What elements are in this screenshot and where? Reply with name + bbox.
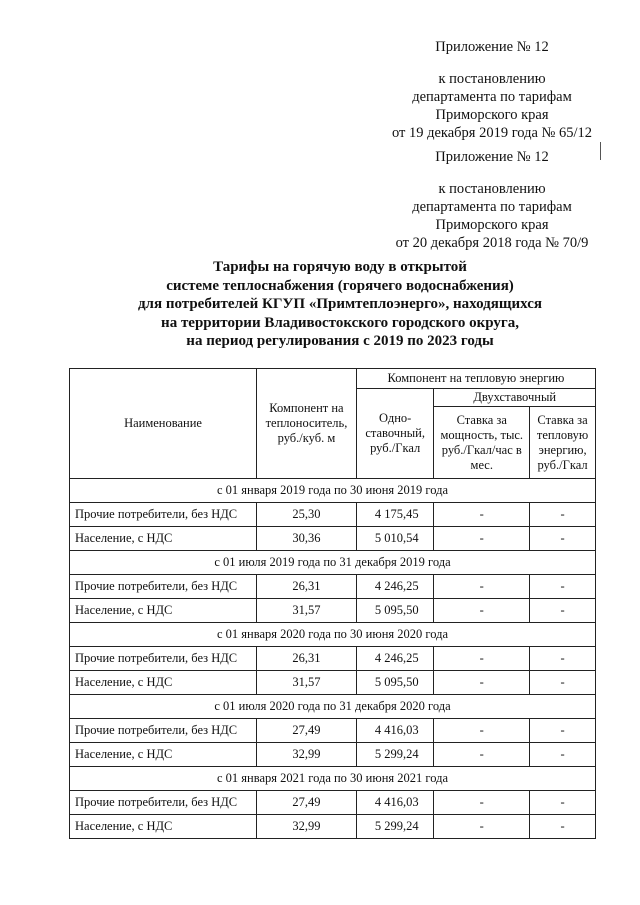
period-label: с 01 января 2020 года по 30 июня 2020 года xyxy=(70,623,596,647)
power-rate-value: - xyxy=(434,575,530,599)
one-rate-value: 4 416,03 xyxy=(356,791,434,815)
table-row xyxy=(70,599,596,623)
power-rate-value: - xyxy=(434,815,530,839)
one-rate-value: 5 095,50 xyxy=(356,671,434,695)
power-rate-value: - xyxy=(434,671,530,695)
carrier-value: 26,31 xyxy=(257,647,357,671)
one-rate-value: 4 246,25 xyxy=(356,575,434,599)
one-rate-value: 4 175,45 xyxy=(356,503,434,527)
consumer-name: Население, с НДС xyxy=(70,599,257,623)
appendix-line: департамента по тарифам xyxy=(412,89,572,105)
carrier-value: 32,99 xyxy=(257,743,357,767)
appendix-reference-current xyxy=(380,38,604,142)
carrier-value: 32,99 xyxy=(257,815,357,839)
consumer-name: Население, с НДС xyxy=(70,815,257,839)
tariff-table xyxy=(69,368,596,839)
carrier-value: 26,31 xyxy=(257,575,357,599)
one-rate-value: 5 095,50 xyxy=(356,599,434,623)
power-rate-value: - xyxy=(434,527,530,551)
appendix-line: к постановлению xyxy=(438,71,546,87)
energy-rate-value: - xyxy=(530,719,596,743)
power-rate-value: - xyxy=(434,791,530,815)
power-rate-value: - xyxy=(434,503,530,527)
appendix-number: Приложение № 12 xyxy=(435,39,549,55)
table-row xyxy=(70,575,596,599)
header-power-rate: Ставка за мощность, тыс. руб./Гкал/час в мес. xyxy=(434,407,530,479)
power-rate-value: - xyxy=(434,647,530,671)
title-line: для потребителей КГУП «Примтеплоэнерго», находящихся xyxy=(137,296,543,312)
period-label: с 01 июля 2019 года по 31 декабря 2019 года xyxy=(70,551,596,575)
table-row xyxy=(70,719,596,743)
energy-rate-value: - xyxy=(530,791,596,815)
title-line: на территории Владивостокского городского округа, xyxy=(161,314,519,331)
consumer-name: Прочие потребители, без НДС xyxy=(70,575,257,599)
appendix-line: Приморского края xyxy=(435,107,549,123)
header-energy-component: Компонент на тепловую энергию xyxy=(356,369,595,389)
table-row xyxy=(70,671,596,695)
power-rate-value: - xyxy=(434,599,530,623)
energy-rate-value: - xyxy=(530,503,596,527)
carrier-value: 31,57 xyxy=(257,671,357,695)
consumer-name: Население, с НДС xyxy=(70,671,257,695)
table-row xyxy=(70,647,596,671)
consumer-name: Прочие потребители, без НДС xyxy=(70,503,257,527)
period-label: с 01 января 2021 года по 30 июня 2021 года xyxy=(70,767,596,791)
title-line: на период регулирования с 2019 по 2023 годы xyxy=(186,333,494,349)
header-energy-rate: Ставка за тепловую энергию, руб./Гкал xyxy=(530,407,596,479)
energy-rate-value: - xyxy=(530,575,596,599)
carrier-value: 30,36 xyxy=(257,527,357,551)
scan-edge-mark xyxy=(600,142,601,160)
title-line: системе теплоснабжения (горячего водоснабжения) xyxy=(166,277,514,294)
appendix-line: департамента по тарифам xyxy=(412,199,572,215)
one-rate-value: 5 299,24 xyxy=(356,815,434,839)
title-line: Тарифы на горячую воду в открытой xyxy=(213,259,467,275)
power-rate-value: - xyxy=(434,743,530,767)
appendix-number: Приложение № 12 xyxy=(435,149,549,165)
appendix-line: Приморского края xyxy=(435,217,549,233)
period-label: с 01 июля 2020 года по 31 декабря 2020 года xyxy=(70,695,596,719)
carrier-value: 27,49 xyxy=(257,719,357,743)
header-one-rate: Одно-ставочный, руб./Гкал xyxy=(356,389,434,479)
document-title xyxy=(60,258,620,351)
appendix-line: от 19 декабря 2019 года № 65/12 xyxy=(391,125,593,141)
energy-rate-value: - xyxy=(530,527,596,551)
consumer-name: Население, с НДС xyxy=(70,527,257,551)
consumer-name: Прочие потребители, без НДС xyxy=(70,647,257,671)
table-row xyxy=(70,743,596,767)
carrier-value: 25,30 xyxy=(257,503,357,527)
one-rate-value: 5 299,24 xyxy=(356,743,434,767)
header-name: Наименование xyxy=(70,369,257,479)
period-label: с 01 января 2019 года по 30 июня 2019 года xyxy=(70,479,596,503)
carrier-value: 31,57 xyxy=(257,599,357,623)
table-row xyxy=(70,503,596,527)
consumer-name: Население, с НДС xyxy=(70,743,257,767)
table-row xyxy=(70,791,596,815)
energy-rate-value: - xyxy=(530,743,596,767)
appendix-line: к постановлению xyxy=(438,181,546,197)
header-two-rate: Двухставочный xyxy=(434,389,596,407)
power-rate-value: - xyxy=(434,719,530,743)
energy-rate-value: - xyxy=(530,815,596,839)
consumer-name: Прочие потребители, без НДС xyxy=(70,719,257,743)
energy-rate-value: - xyxy=(530,599,596,623)
one-rate-value: 5 010,54 xyxy=(356,527,434,551)
carrier-value: 27,49 xyxy=(257,791,357,815)
table-row xyxy=(70,815,596,839)
energy-rate-value: - xyxy=(530,671,596,695)
energy-rate-value: - xyxy=(530,647,596,671)
table-row xyxy=(70,527,596,551)
header-carrier-component: Компонент на теплоноситель, руб./куб. м xyxy=(257,369,357,479)
consumer-name: Прочие потребители, без НДС xyxy=(70,791,257,815)
appendix-reference-previous xyxy=(380,148,604,252)
appendix-line: от 20 декабря 2018 года № 70/9 xyxy=(395,235,589,251)
one-rate-value: 4 416,03 xyxy=(356,719,434,743)
one-rate-value: 4 246,25 xyxy=(356,647,434,671)
